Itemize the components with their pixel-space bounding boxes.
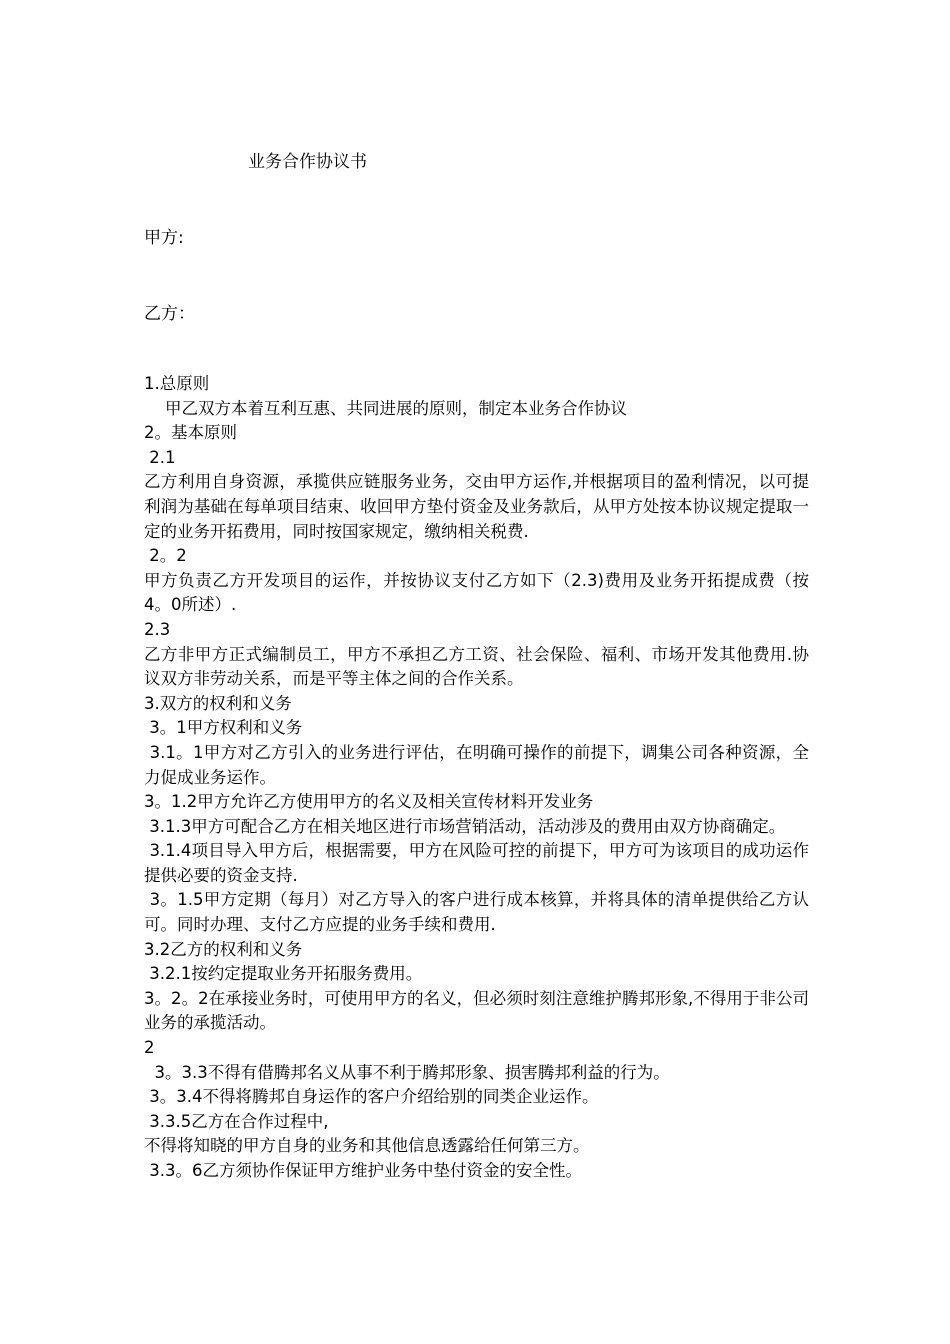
document-title: 业务合作协议书: [248, 152, 367, 172]
clause-2-3-number: 2.3: [144, 619, 171, 639]
section-1-text: 甲乙双方本着互利互惠、共同进展的原则，制定本业务合作协议: [144, 398, 627, 418]
clause-3-3-6-text: 3.3。6乙方须协作保证甲方维护业务中垫付资金的安全性。: [144, 1161, 582, 1180]
clause-3-2-heading: 3.2乙方的权利和义务: [144, 939, 303, 959]
clause-3-3-4-text: 3。3.4不得将腾邦自身运作的客户介绍给别的同类企业运作。: [144, 1087, 599, 1107]
clause-3-2-2-text: 3。2。2在承接业务时，可使用甲方的名义，但必须时刻注意维护腾邦形象,不得用于非公司业务的承揽活动。: [144, 988, 809, 1033]
clause-2-3-text: 乙方非甲方正式编制员工，甲方不承担乙方工资、社会保险、福利、市场开发其他费用.协议双方非劳动关系，而是平等主体之间的合作关系。: [144, 644, 809, 689]
section-1-heading: 1.总原则: [144, 374, 210, 393]
clause-3-2-1-text: 3.2.1按约定提取业务开拓服务费用。: [144, 964, 423, 984]
section-2-heading: 2。基本原则: [144, 423, 237, 443]
clause-3-1-1-text: 3.1。1甲方对乙方引入的业务进行评估，在明确可操作的前提下，调集公司各种资源，全力促成业务运作。: [144, 742, 809, 787]
clause-2-2-text: 甲方负责乙方开发项目的运作，并按协议支付乙方如下（2.3)费用及业务开拓提成费（按4。0所述）.: [144, 570, 809, 615]
clause-3-1-3-text: 3.1.3甲方可配合乙方在相关地区进行市场营销活动，活动涉及的费用由双方协商确定。: [144, 816, 786, 836]
clause-3-1-4-text: 3.1.4项目导入甲方后，根据需要，甲方在风险可控的前提下，甲方可为该项目的成功运作提供必要的资金支持.: [144, 841, 809, 885]
clause-2-1-number: 2.1: [144, 447, 176, 467]
clause-3-3-5-text: 不得将知晓的甲方自身的业务和其他信息透露给任何第三方。: [144, 1136, 590, 1156]
page-number: 2: [144, 1038, 155, 1058]
agreement-body: [144, 372, 809, 1184]
clause-3-3-5-heading: 3.3.5乙方在合作过程中,: [144, 1111, 329, 1131]
clause-2-1-text: 乙方利用自身资源，承揽供应链服务业务，交由甲方运作,并根据项目的盈利情况，以可提利润为基础在每单项目结束、收回甲方垫付资金及业务款后，从甲方处按本协议规定提取一定的业务开拓费用，同时按国家规定，缴纳相关税费.: [144, 472, 809, 541]
clause-2-2-number: 2。2: [144, 546, 187, 566]
section-3-heading: 3.双方的权利和义务: [144, 693, 292, 713]
party-b-label: 乙方：: [144, 304, 195, 324]
clause-3-3-3-text: 3。3.3不得有借腾邦名义从事不利于腾邦形象、损害腾邦利益的行为。: [144, 1062, 670, 1082]
clause-3-1-2-text: 3。1.2甲方允许乙方使用甲方的名义及相关宣传材料开发业务: [144, 792, 594, 812]
clause-3-1-heading: 3。1甲方权利和义务: [144, 718, 303, 738]
party-a-label: 甲方:: [144, 228, 184, 248]
clause-3-1-5-text: 3。1.5甲方定期（每月）对乙方导入的客户进行成本核算，并将具体的清单提供给乙方认可。同时办理、支付乙方应提的业务手续和费用.: [144, 890, 809, 935]
